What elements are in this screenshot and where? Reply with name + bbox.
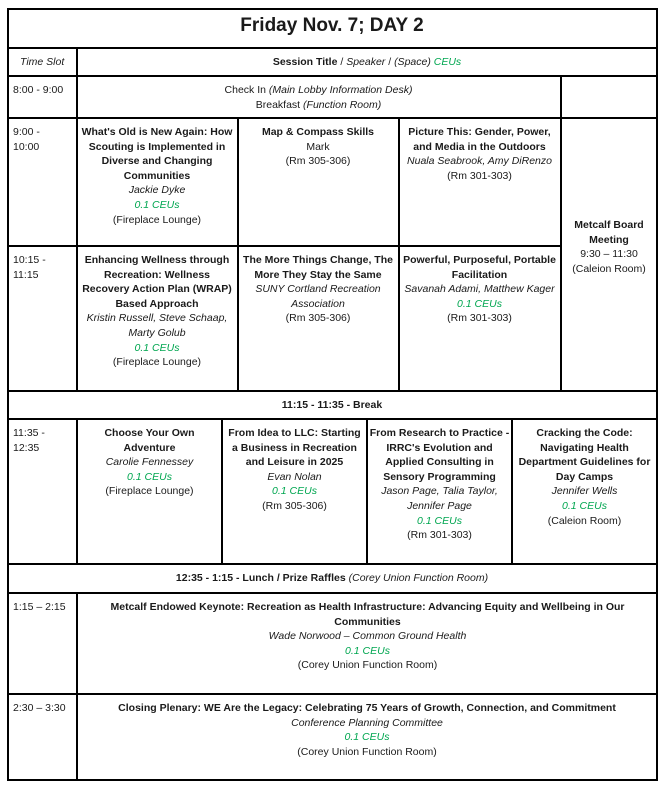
session-card <box>239 125 397 169</box>
session-card <box>79 253 235 370</box>
closing-card <box>77 701 657 759</box>
session-card <box>400 125 559 183</box>
session-room: (Fireplace Lounge) <box>112 213 202 226</box>
session-room: (Fireplace Lounge) <box>105 485 194 498</box>
breakfast-line <box>77 98 560 113</box>
header-time-slot: Time Slot <box>20 56 65 68</box>
session-title: Powerful, Purposeful, Portable Facilitation <box>403 254 556 281</box>
breakfast-place: (Function Room) <box>303 98 382 111</box>
session-speaker: Kristin Russell, Steve Schaap, Marty Golub <box>86 312 228 339</box>
header-sep: / <box>337 56 347 68</box>
header-session-title: Session Title <box>272 56 338 68</box>
time-end: 12:35 <box>13 441 40 454</box>
session-speaker: Mark <box>306 140 330 153</box>
time-start: 10:15 - <box>13 254 46 266</box>
session-speaker: Jennifer Wells <box>551 485 618 498</box>
time-end: 11:15 <box>13 268 39 281</box>
session-room: (Rm 305-306) <box>285 155 351 168</box>
lunch-place: (Corey Union Function Room) <box>348 572 489 584</box>
session-ceus: 0.1 CEUs <box>417 514 462 527</box>
session-title: Closing Plenary: WE Are the Legacy: Celebrating 75 Years of Growth, Connection, and Commitment <box>118 702 616 714</box>
session-ceus: 0.1 CEUs <box>457 297 502 310</box>
session-title: From Research to Practice - IRRC's Evolution and Applied Consulting in Sensory Programming <box>369 427 510 483</box>
session-card <box>369 426 510 543</box>
time-start: 9:00 - <box>13 126 40 138</box>
session-title: Picture This: Gender, Power, and Media in the Outdoors <box>408 126 551 153</box>
checkin-place: (Main Lobby Information Desk) <box>268 84 413 96</box>
session-title: Map & Compass Skills <box>261 126 375 138</box>
session-title: What's Old is New Again: How Scouting is Implemented in Diverse and Changing Communities <box>81 126 233 182</box>
session-title: The More Things Change, The More They Stay the Same <box>243 254 393 281</box>
session-room: (Rm 305-306) <box>285 312 351 325</box>
time-slot: 2:30 – 3:30 <box>13 702 66 714</box>
time-slot <box>13 426 45 455</box>
session-speaker: Jackie Dyke <box>128 184 186 197</box>
page-title: Friday Nov. 7; DAY 2 <box>240 15 424 36</box>
session-room: (Fireplace Lounge) <box>112 356 202 369</box>
checkin-cell <box>77 83 560 112</box>
session-speaker: Savanah Adami, Matthew Kager <box>404 283 555 296</box>
checkin-label: Check In <box>224 84 269 96</box>
session-room: (Rm 301-303) <box>407 529 472 542</box>
session-title: Enhancing Wellness through Recreation: Wellness Recovery Action Plan (WRAP) Based Approach <box>82 254 232 310</box>
session-speaker: Jason Page, Talia Taylor, Jennifer Page <box>381 485 498 512</box>
session-room: (Rm 305-306) <box>262 499 327 512</box>
session-speaker: SUNY Cortland Recreation Association <box>255 283 381 310</box>
break-row: 11:15 - 11:35 - Break <box>281 399 383 411</box>
session-ceus: 0.1 CEUs <box>562 499 607 512</box>
session-ceus: 0.1 CEUs <box>127 470 172 483</box>
session-speaker: Nuala Seabrook, Amy DiRenzo <box>407 155 552 168</box>
session-room: (Rm 301-303) <box>447 312 512 325</box>
checkin-line <box>77 83 560 98</box>
session-ceus: 0.1 CEUs <box>345 644 390 657</box>
header-sep: / <box>385 56 395 68</box>
header-speaker: Speaker <box>346 56 386 68</box>
time-end: 10:00 <box>13 140 40 153</box>
session-card <box>400 253 559 326</box>
session-title: Choose Your Own Adventure <box>104 427 195 454</box>
header-space: (Space) <box>394 56 431 68</box>
lunch-text: 12:35 - 1:15 - Lunch / Prize Raffles <box>175 572 349 584</box>
session-title: Metcalf Board Meeting <box>574 219 644 246</box>
session-room: (Corey Union Function Room) <box>297 659 438 672</box>
session-room: (Caleion Room) <box>572 262 646 275</box>
session-ceus: 0.1 CEUs <box>344 731 390 744</box>
time-slot <box>13 253 46 282</box>
session-title: Metcalf Endowed Keynote: Recreation as Health Infrastructure: Advancing Equity and Wellbeing in Our Communities <box>110 601 625 628</box>
session-card <box>79 125 235 227</box>
session-speaker: Evan Nolan <box>267 470 322 483</box>
session-room: (Corey Union Function Room) <box>297 745 437 758</box>
board-meeting-card <box>562 218 656 276</box>
time-start: 11:35 - <box>13 427 45 439</box>
session-room: (Caleion Room) <box>547 514 622 527</box>
time-slot: 8:00 - 9:00 <box>13 84 64 96</box>
session-time: 9:30 – 11:30 <box>580 248 638 261</box>
time-slot: 1:15 – 2:15 <box>13 601 66 613</box>
header-ceus: CEUs <box>433 56 462 68</box>
session-card <box>224 426 365 514</box>
session-room: (Rm 301-303) <box>447 169 512 182</box>
session-speaker: Conference Planning Committee <box>291 716 443 729</box>
session-ceus: 0.1 CEUs <box>134 198 180 211</box>
lunch-row <box>7 571 657 586</box>
session-title: From Idea to LLC: Starting a Business in Recreation and Leisure in 2025 <box>228 427 361 469</box>
header-session <box>77 55 657 70</box>
session-ceus: 0.1 CEUs <box>134 341 180 354</box>
keynote-card <box>90 600 645 673</box>
session-ceus: 0.1 CEUs <box>272 485 317 498</box>
time-slot <box>13 125 40 154</box>
session-title: Cracking the Code: Navigating Health Department Guidelines for Day Camps <box>518 427 651 483</box>
breakfast-label: Breakfast <box>255 98 304 111</box>
session-card <box>513 426 656 528</box>
session-card <box>80 426 219 499</box>
session-speaker: Carolie Fennessey <box>105 456 194 469</box>
session-card <box>239 253 397 326</box>
session-speaker: Wade Norwood – Common Ground Health <box>268 630 467 643</box>
